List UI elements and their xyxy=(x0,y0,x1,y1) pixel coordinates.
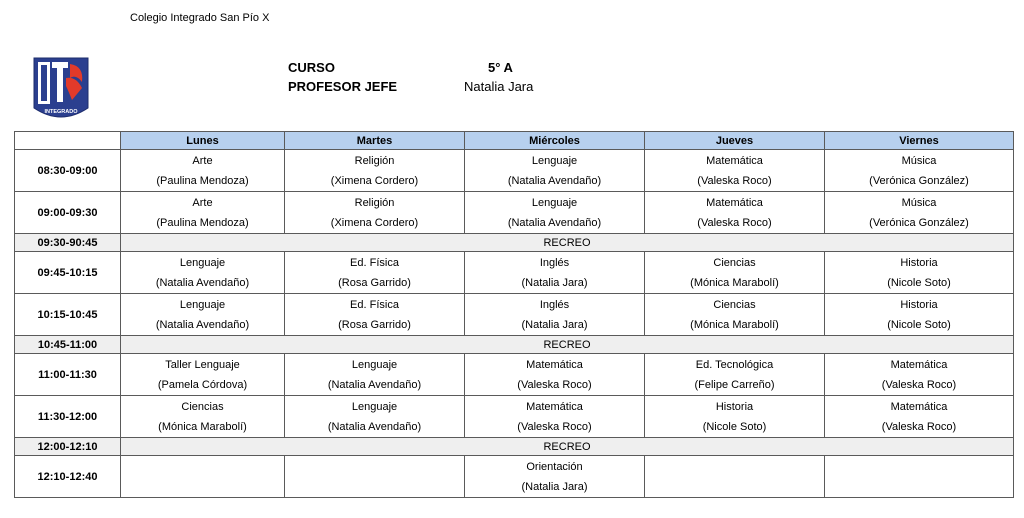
time-slot: 10:15-10:45 xyxy=(15,294,121,336)
schedule-row xyxy=(15,354,1014,396)
class-cell xyxy=(645,294,825,336)
class-cell xyxy=(645,192,825,234)
class-cell xyxy=(645,354,825,396)
teacher-name: (Rosa Garrido) xyxy=(338,276,411,289)
schedule-body xyxy=(15,150,1014,498)
subject-name: Taller Lenguaje xyxy=(165,358,240,371)
teacher-name: (Mónica Marabolí) xyxy=(690,318,779,331)
class-cell xyxy=(645,150,825,192)
class-cell xyxy=(825,252,1014,294)
time-slot: 09:45-10:15 xyxy=(15,252,121,294)
teacher-name: (Valeska Roco) xyxy=(697,174,772,187)
subject-name: Lenguaje xyxy=(531,196,578,209)
teacher-name: (Natalia Jara) xyxy=(521,276,588,289)
schedule-row xyxy=(15,294,1014,336)
teacher-name: (Valeska Roco) xyxy=(881,420,957,433)
teacher-name: (Nicole Soto) xyxy=(702,420,767,433)
class-cell xyxy=(285,150,465,192)
teacher-name: (Mónica Marabolí) xyxy=(158,420,247,433)
profesor-label: PROFESOR JEFE xyxy=(288,79,398,94)
subject-name: Matemática xyxy=(706,154,763,167)
subject-name: Matemática xyxy=(526,358,583,371)
subject-name: Inglés xyxy=(539,298,570,311)
curso-value: 5° A xyxy=(488,60,513,75)
subject-name: Música xyxy=(901,196,937,209)
teacher-name: (Nicole Soto) xyxy=(887,276,951,289)
time-slot: 09:30-90:45 xyxy=(15,234,121,252)
subject-name: Matemática xyxy=(890,400,948,413)
teacher-name: (Natalia Avendaño) xyxy=(327,420,422,433)
class-cell xyxy=(285,354,465,396)
time-slot: 09:00-09:30 xyxy=(15,192,121,234)
teacher-name: (Natalia Avendaño) xyxy=(155,318,250,331)
time-slot: 12:10-12:40 xyxy=(15,456,121,498)
schedule-row xyxy=(15,252,1014,294)
teacher-name: (Natalia Avendaño) xyxy=(507,216,602,229)
class-cell xyxy=(285,456,465,498)
class-cell xyxy=(825,150,1014,192)
subject-name: Historia xyxy=(715,400,754,413)
teacher-name: (Valeska Roco) xyxy=(517,420,592,433)
subject-name: Religión xyxy=(354,196,395,209)
subject-name: Ciencias xyxy=(181,400,224,413)
teacher-name: (Paulina Mendoza) xyxy=(156,174,249,187)
class-cell xyxy=(121,456,285,498)
class-cell xyxy=(465,252,645,294)
schedule-row xyxy=(15,396,1014,438)
subject-name: Ed. Física xyxy=(350,256,399,269)
day-header: Miércoles xyxy=(465,132,645,150)
teacher-name: (Natalia Avendaño) xyxy=(327,378,422,391)
header-row xyxy=(15,132,1014,150)
class-cell xyxy=(825,354,1014,396)
curso-label: CURSO xyxy=(288,60,335,75)
break-row xyxy=(15,438,1014,456)
subject-name: Ciencias xyxy=(713,256,756,269)
class-cell xyxy=(825,192,1014,234)
time-slot: 11:00-11:30 xyxy=(15,354,121,396)
subject-name: Matemática xyxy=(526,400,583,413)
class-cell xyxy=(285,294,465,336)
teacher-name: (Ximena Cordero) xyxy=(330,174,419,187)
class-cell xyxy=(121,192,285,234)
class-cell xyxy=(121,396,285,438)
teacher-name: (Nicole Soto) xyxy=(887,318,951,331)
break-row xyxy=(15,234,1014,252)
subject-name: Lenguaje xyxy=(351,358,398,371)
teacher-name: (Pamela Córdova) xyxy=(157,378,248,391)
subject-name: Música xyxy=(901,154,937,167)
class-cell xyxy=(285,396,465,438)
corner-cell xyxy=(15,132,121,150)
class-cell xyxy=(121,252,285,294)
teacher-name: (Verónica González) xyxy=(869,174,969,187)
schedule-row xyxy=(15,150,1014,192)
class-cell xyxy=(121,354,285,396)
class-cell xyxy=(825,456,1014,498)
class-cell xyxy=(121,150,285,192)
subject-name: Ciencias xyxy=(713,298,756,311)
class-cell xyxy=(645,396,825,438)
schedule-row xyxy=(15,456,1014,498)
class-cell xyxy=(285,252,465,294)
class-cell xyxy=(465,150,645,192)
subject-name: Orientación xyxy=(526,460,583,473)
class-cell xyxy=(465,396,645,438)
school-logo xyxy=(32,56,90,124)
class-cell xyxy=(465,456,645,498)
subject-name: Lenguaje xyxy=(179,298,226,311)
class-cell xyxy=(121,294,285,336)
teacher-name: (Mónica Marabolí) xyxy=(690,276,779,289)
time-slot: 10:45-11:00 xyxy=(15,336,121,354)
subject-name: Arte xyxy=(192,196,213,209)
subject-name: Historia xyxy=(900,298,938,311)
logo-text: INTEGRADO xyxy=(44,109,78,115)
teacher-name: (Valeska Roco) xyxy=(881,378,957,391)
subject-name: Lenguaje xyxy=(531,154,578,167)
school-name: Colegio Integrado San Pío X xyxy=(130,12,270,24)
teacher-name: (Rosa Garrido) xyxy=(338,318,411,331)
subject-name: Historia xyxy=(900,256,938,269)
class-cell xyxy=(465,294,645,336)
subject-name: Lenguaje xyxy=(179,256,226,269)
time-slot: 12:00-12:10 xyxy=(15,438,121,456)
teacher-name: (Natalia Avendaño) xyxy=(507,174,602,187)
day-header: Lunes xyxy=(121,132,285,150)
subject-name: Religión xyxy=(354,154,395,167)
teacher-name: (Natalia Jara) xyxy=(521,318,588,331)
subject-name: Lenguaje xyxy=(351,400,398,413)
schedule-row xyxy=(15,192,1014,234)
schedule-table xyxy=(14,131,1014,498)
day-header: Viernes xyxy=(825,132,1014,150)
time-slot: 08:30-09:00 xyxy=(15,150,121,192)
teacher-name: (Felipe Carreño) xyxy=(694,378,775,391)
class-cell xyxy=(825,294,1014,336)
subject-name: Ed. Física xyxy=(350,298,399,311)
time-slot: 11:30-12:00 xyxy=(15,396,121,438)
class-cell xyxy=(285,192,465,234)
teacher-name: (Natalia Avendaño) xyxy=(155,276,250,289)
break-label: RECREO xyxy=(121,336,1014,354)
profesor-value: Natalia Jara xyxy=(464,79,534,94)
class-cell xyxy=(465,192,645,234)
day-header: Martes xyxy=(285,132,465,150)
subject-name: Matemática xyxy=(890,358,948,371)
subject-name: Matemática xyxy=(706,196,763,209)
class-cell xyxy=(465,354,645,396)
teacher-name: (Ximena Cordero) xyxy=(330,216,419,229)
teacher-name: (Paulina Mendoza) xyxy=(156,216,249,229)
day-header: Jueves xyxy=(645,132,825,150)
break-label: RECREO xyxy=(121,438,1014,456)
subject-name: Ed. Tecnológica xyxy=(695,358,774,371)
subject-name: Arte xyxy=(192,154,213,167)
class-cell xyxy=(645,456,825,498)
break-row xyxy=(15,336,1014,354)
teacher-name: (Valeska Roco) xyxy=(517,378,592,391)
class-cell xyxy=(825,396,1014,438)
teacher-name: (Natalia Jara) xyxy=(521,480,588,493)
class-cell xyxy=(645,252,825,294)
break-label: RECREO xyxy=(121,234,1014,252)
subject-name: Inglés xyxy=(539,256,570,269)
teacher-name: (Verónica González) xyxy=(869,216,969,229)
teacher-name: (Valeska Roco) xyxy=(697,216,772,229)
